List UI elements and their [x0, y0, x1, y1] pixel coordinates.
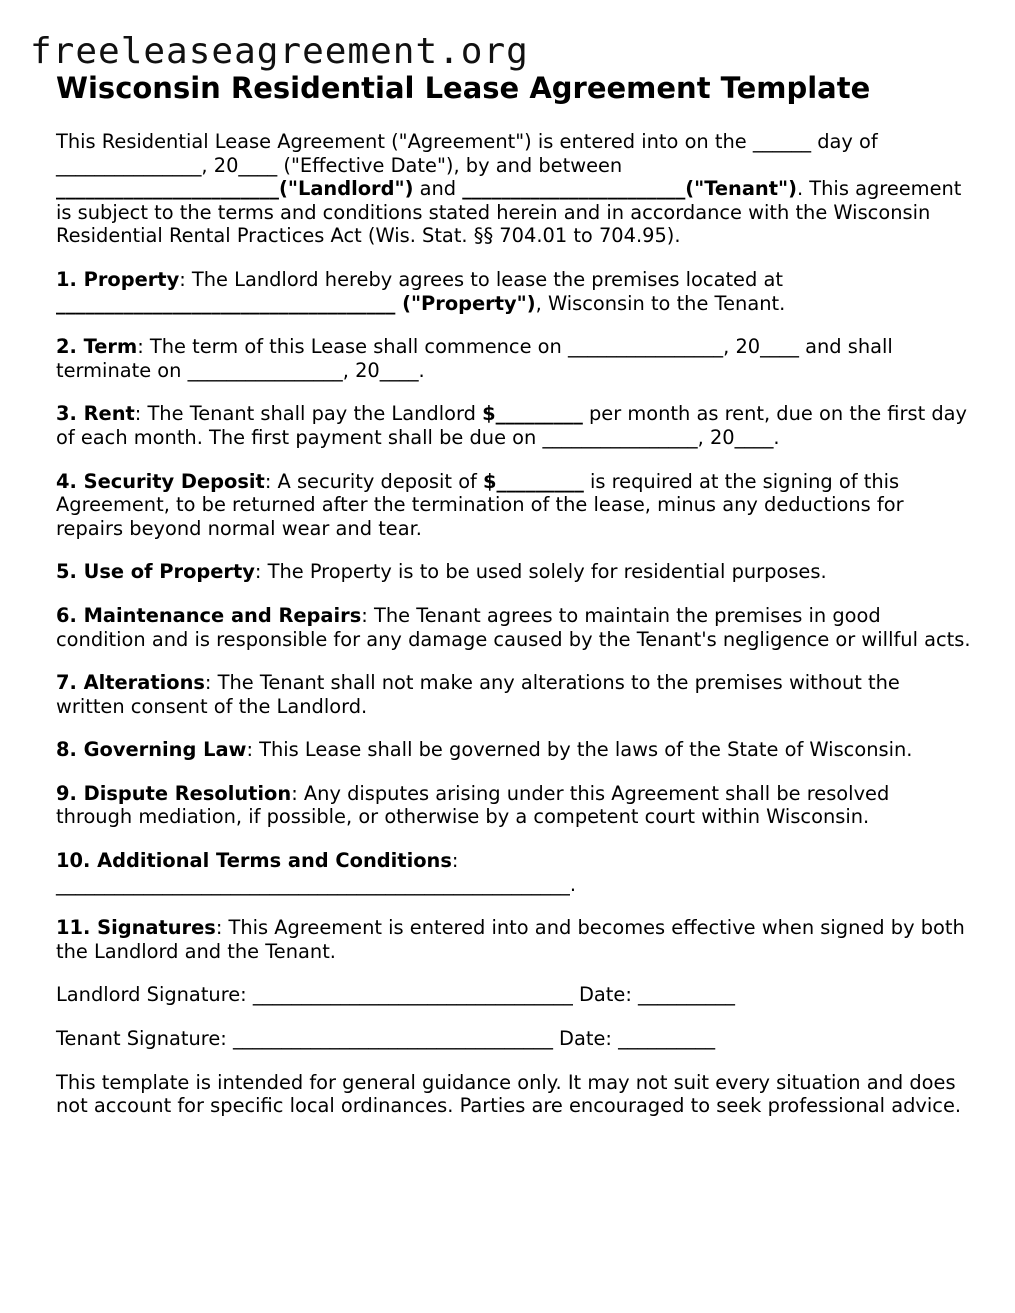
- section-heading: 10. Additional Terms and Conditions: [56, 849, 452, 873]
- deposit-amount-blank: $_________: [483, 469, 584, 493]
- site-watermark: freeleaseagreement.org: [30, 31, 529, 72]
- section-text: is required at the signing of this Agreement, to be returned after the termination of the lease, minus any deductions for repairs beyond normal wear and tear.: [56, 469, 904, 540]
- section-text: : This Lease shall be governed by the laws of the State of Wisconsin.: [246, 738, 913, 762]
- section-text: : The Tenant shall pay the Landlord: [134, 402, 483, 426]
- section-text: : The Property is to be used solely for residential purposes.: [254, 560, 827, 584]
- section-text: : The Tenant shall not make any alterations to the premises without the written consent of the Landlord.: [56, 671, 900, 718]
- section-text: : This Agreement is entered into and becomes effective when signed by both the Landlord and the Tenant.: [56, 916, 965, 963]
- section-text: : A security deposit of: [264, 469, 484, 493]
- section-text: : The Tenant agrees to maintain the premises in good condition and is responsible for any damage caused by the Tenant's negligence or willful acts.: [56, 603, 971, 651]
- document-body: [56, 130, 971, 1138]
- section-heading: 1. Property: [56, 267, 180, 291]
- section-rent: [56, 402, 971, 449]
- landlord-signature-line: Landlord Signature: _________________________________ Date: __________: [56, 983, 735, 1007]
- section-text: per month as rent, due on the first day of each month. The first payment shall be due on ________________, 20____.: [56, 402, 968, 449]
- section-term: [56, 335, 971, 382]
- section-maintenance: [56, 604, 971, 651]
- section-heading: 11. Signatures: [56, 916, 216, 940]
- section-additional-terms: [56, 849, 971, 896]
- section-text: :: [451, 849, 459, 873]
- rent-amount-blank: $_________: [482, 402, 583, 426]
- section-text: : Any disputes arising under this Agreement shall be resolved through mediation, if possible, or otherwise by a competent court within Wisconsin.: [56, 781, 890, 829]
- section-alterations: [56, 671, 971, 718]
- section-heading: 7. Alterations: [56, 671, 205, 695]
- section-heading: 3. Rent: [56, 402, 135, 426]
- document-title: Wisconsin Residential Lease Agreement Template: [56, 71, 871, 105]
- section-text: : The term of this Lease shall commence on ________________, 20____ and shall terminate on ________________, 20____.: [56, 335, 893, 382]
- intro-text-3: . This agreement is subject to the terms and conditions stated herein and in accordance with the Wisconsin Residential Rental Practices Act (Wis. Stat. §§ 704.01 to 704.95).: [56, 177, 962, 248]
- additional-terms-blank: _____________________________________________________.: [56, 872, 577, 896]
- section-heading: 9. Dispute Resolution: [56, 781, 292, 805]
- intro-paragraph: [56, 130, 971, 248]
- section-property: [56, 268, 971, 315]
- section-text: : The Landlord hereby agrees to lease the premises located at: [179, 267, 783, 291]
- section-signatures: [56, 916, 971, 963]
- section-text: , Wisconsin to the Tenant.: [535, 291, 786, 315]
- section-use-of-property: [56, 560, 971, 584]
- section-security-deposit: [56, 470, 971, 541]
- section-heading: 4. Security Deposit: [56, 469, 265, 493]
- section-governing-law: [56, 738, 971, 762]
- section-heading: 8. Governing Law: [56, 738, 247, 762]
- tenant-signature-line: Tenant Signature: _________________________________ Date: __________: [56, 1027, 716, 1051]
- section-heading: 5. Use of Property: [56, 560, 255, 584]
- intro-text-1: This Residential Lease Agreement ("Agreement") is entered into on the ______ day of _______________, 20____ ("Effective Date"), by and between: [56, 130, 878, 177]
- property-blank: ___________________________________ ("Property"): [56, 291, 536, 315]
- tenant-blank: _______________________("Tenant"): [462, 177, 797, 201]
- landlord-blank: _______________________("Landlord"): [56, 177, 414, 201]
- section-heading: 2. Term: [56, 335, 138, 359]
- disclaimer-paragraph: This template is intended for general guidance only. It may not suit every situation and does not account for specific local ordinances. Parties are encouraged to seek professional advice.: [56, 1070, 962, 1118]
- section-heading: 6. Maintenance and Repairs: [56, 603, 362, 627]
- section-dispute-resolution: [56, 782, 971, 829]
- intro-text-2: and: [413, 177, 463, 201]
